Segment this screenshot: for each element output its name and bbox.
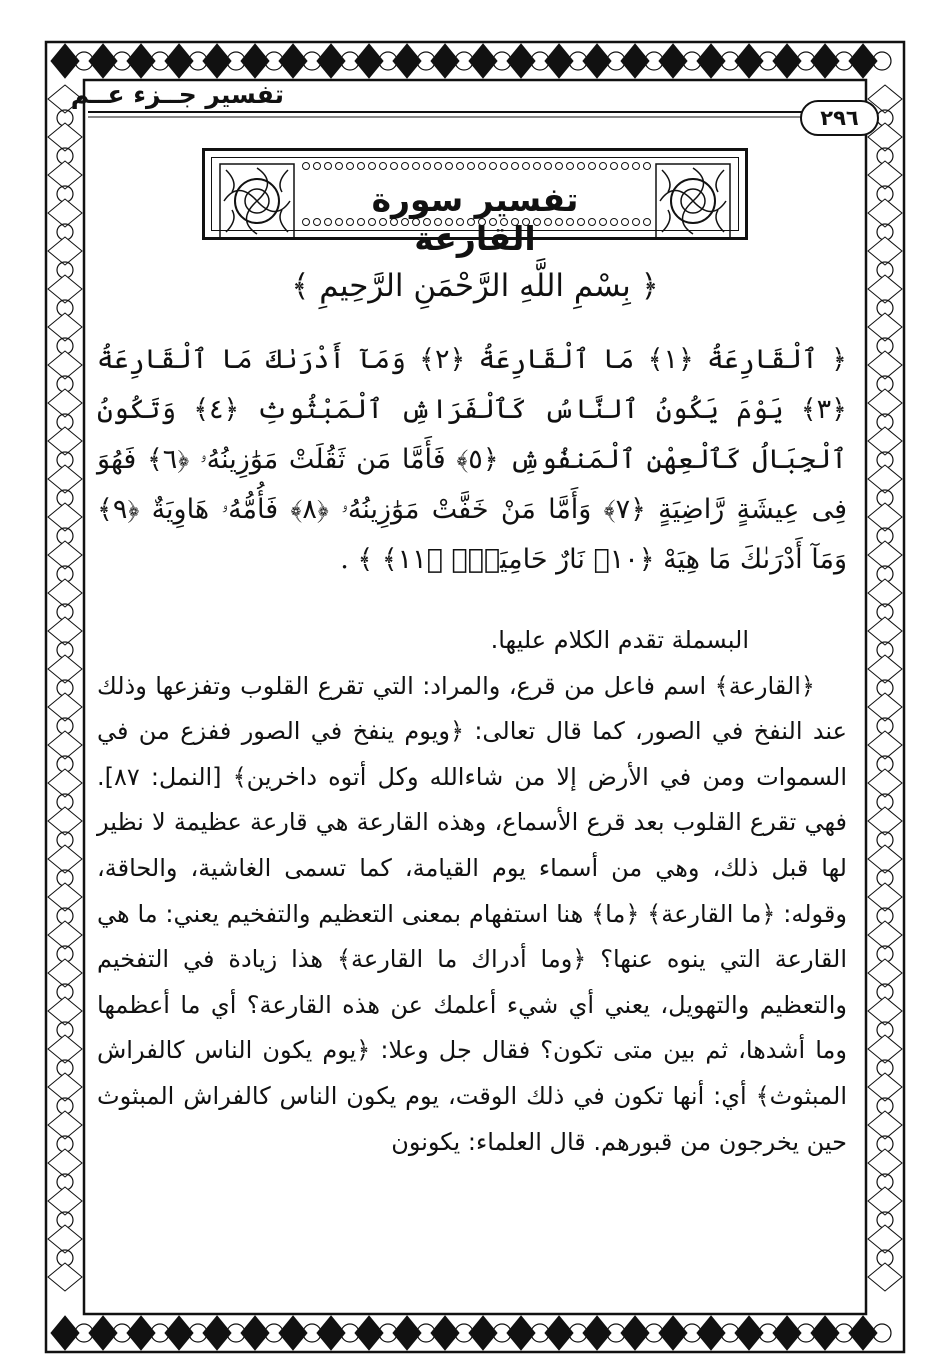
paragraph: ﴿القارعة﴾ اسم فاعل من قرع، والمراد: التي تقرع القلوب وتفزعها وذلك عند النفخ في الصور، كما قال تعالى: ﴿ويوم ينفخ في الصور ففزع من في السموات ومن في الأرض إلا من شاءالله وكل أتوه داخرين﴾ [النمل: ٨٧]. فهي تقرع القلوب بعد قرع الأسماع، وهذه القارعة هي قارعة عظيمة لا نظير لها قبل ذلك، وهي من أسماء يوم القيامة، كما تسمى الغاشية، والحاقة، وقوله: ﴿ما القارعة﴾ ﴿ما﴾ هنا استفهام بمعنى التعظيم والتفخيم يعني: ما هي القارعة التي ينوه عنها؟ ﴿وما أدراك ما القارعة﴾ هذا زيادة في التفخيم والتعظيم والتهويل، يعني أي شيء أعلمك عن هذه القارعة؟ أي ما أعظمها وما أشدها، ثم بين متى تكون؟ فقال جل وعلا: ﴿يوم يكون الناس كالفراش المبثوث﴾ أي: أنها تكون في ذلك الوقت، يوم يكون الناس كالفراش المبثوث حين يخرجون من قبورهم. قال العلماء: يكونون bbox=[97, 671, 847, 1156]
border-diamond bbox=[48, 731, 82, 759]
title-band-dot bbox=[600, 163, 607, 170]
border-diamond bbox=[48, 465, 82, 493]
border-diamond bbox=[868, 769, 902, 797]
commentary bbox=[97, 618, 847, 1165]
title-band-dot bbox=[424, 163, 431, 170]
title-band-dot bbox=[369, 163, 376, 170]
border-diamond bbox=[48, 693, 82, 721]
title-band-dot bbox=[523, 163, 530, 170]
border-diamond bbox=[48, 921, 82, 949]
title-band-dot bbox=[468, 163, 475, 170]
border-diamond bbox=[868, 1225, 902, 1253]
border-diamond bbox=[868, 199, 902, 227]
header-rule bbox=[88, 108, 808, 122]
title-band-dot bbox=[534, 163, 541, 170]
title-band-dot bbox=[413, 163, 420, 170]
border-diamond bbox=[48, 1187, 82, 1215]
title-band-dot bbox=[325, 163, 332, 170]
border-diamond bbox=[868, 313, 902, 341]
border-diamond bbox=[868, 959, 902, 987]
border-diamond bbox=[868, 921, 902, 949]
title-band-dot bbox=[512, 163, 519, 170]
border-diamond bbox=[48, 959, 82, 987]
border-diamond bbox=[868, 883, 902, 911]
border-diamond bbox=[48, 199, 82, 227]
border-diamond bbox=[868, 275, 902, 303]
title-band-dot bbox=[314, 163, 321, 170]
border-diamond bbox=[868, 1111, 902, 1139]
border-diamond bbox=[48, 275, 82, 303]
title-band-dot bbox=[380, 163, 387, 170]
border-diamond bbox=[868, 1187, 902, 1215]
border-diamond bbox=[868, 655, 902, 683]
border-diamond bbox=[868, 465, 902, 493]
title-band-dot bbox=[358, 163, 365, 170]
title-band-dot bbox=[391, 163, 398, 170]
border-diamond bbox=[48, 503, 82, 531]
title-band-dot bbox=[578, 163, 585, 170]
title-dot-band-top bbox=[300, 161, 652, 171]
title-band-dot bbox=[611, 163, 618, 170]
title-band-dot bbox=[622, 163, 629, 170]
border-diamond bbox=[48, 845, 82, 873]
border-diamond bbox=[48, 655, 82, 683]
border-diamond bbox=[868, 427, 902, 455]
title-band-dot bbox=[303, 163, 310, 170]
border-diamond bbox=[868, 807, 902, 835]
title-band-dot bbox=[556, 163, 563, 170]
border-diamond bbox=[868, 845, 902, 873]
border-diamond bbox=[48, 427, 82, 455]
border-diamond bbox=[48, 237, 82, 265]
title-band-dot bbox=[347, 163, 354, 170]
title-band-dot bbox=[644, 163, 651, 170]
title-band-dot bbox=[545, 163, 552, 170]
quran-verses: ﴿ ٱلْقَارِعَةُ ﴿١﴾ مَا ٱلْقَارِعَةُ ﴿٢﴾ وَمَآ أَدْرَىٰكَ مَا ٱلْقَارِعَةُ ﴿٣﴾ يَوْمَ يَكُونُ ٱلنَّاسُ كَٱلْفَرَاشِ ٱلْمَبْثُوثِ ﴿٤﴾ وَتَكُونُ ٱلْجِبَالُ كَٱلْعِهْنِ ٱلْمَنفُوشِ ﴿٥﴾ فَأَمَّا مَن ثَقُلَتْ مَوَٰزِينُهُۥ ﴿٦﴾ فَهُوَ فِى عِيشَةٍ رَّاضِيَةٍ ﴿٧﴾ وَأَمَّا مَنْ خَفَّتْ مَوَٰزِينُهُۥ ﴿٨﴾ فَأُمُّهُۥ هَاوِيَةٌ ﴿٩﴾ وَمَآ أَدْرَىٰكَ مَا هِيَهْ ﴿١٠﴾ نَارٌ حَامِيَةٌۢ ﴿١١﴾ ﴾ . bbox=[97, 344, 848, 575]
border-diamond bbox=[48, 883, 82, 911]
title-band-dot bbox=[402, 163, 409, 170]
border-diamond bbox=[48, 997, 82, 1025]
title-band-dot bbox=[435, 163, 442, 170]
border-diamond bbox=[868, 1263, 902, 1291]
border-diamond bbox=[48, 617, 82, 645]
page-number: ٢٩٦ bbox=[800, 100, 879, 136]
surah-title: تفسير سورة القارعة bbox=[371, 180, 579, 258]
border-diamond bbox=[868, 389, 902, 417]
border-diamond bbox=[48, 1035, 82, 1063]
border-diamond bbox=[48, 351, 82, 379]
title-band-dot bbox=[589, 163, 596, 170]
border-diamond bbox=[868, 731, 902, 759]
border-diamond bbox=[48, 1111, 82, 1139]
border-diamond bbox=[48, 807, 82, 835]
surah-title-inner-frame bbox=[211, 157, 739, 258]
border-diamond bbox=[868, 1149, 902, 1177]
basmala: ﴿ بِسْمِ اللَّهِ الرَّحْمَنِ الرَّحِيمِ ﴾ bbox=[291, 268, 659, 304]
title-band-dot bbox=[490, 163, 497, 170]
border-diamond bbox=[48, 1149, 82, 1177]
surah-title-frame bbox=[202, 148, 748, 258]
paragraph: البسملة تقدم الكلام عليها. bbox=[490, 626, 749, 654]
title-band-dot bbox=[567, 163, 574, 170]
border-diamond bbox=[48, 313, 82, 341]
border-diamond bbox=[48, 1263, 82, 1291]
border-diamond bbox=[48, 579, 82, 607]
border-diamond bbox=[48, 1225, 82, 1253]
border-diamond bbox=[868, 1073, 902, 1101]
title-band-dot bbox=[336, 163, 343, 170]
title-band-dot bbox=[446, 163, 453, 170]
border-diamond bbox=[868, 161, 902, 189]
border-diamond bbox=[868, 997, 902, 1025]
border-diamond bbox=[868, 503, 902, 531]
border-diamond bbox=[48, 769, 82, 797]
arabesque-ornament-icon bbox=[654, 162, 732, 240]
title-band-dot bbox=[644, 219, 651, 226]
title-band-dot bbox=[501, 163, 508, 170]
border-diamond bbox=[868, 579, 902, 607]
title-band-dot bbox=[457, 163, 464, 170]
border-diamond bbox=[48, 1073, 82, 1101]
border-diamond bbox=[868, 617, 902, 645]
border-diamond bbox=[48, 389, 82, 417]
title-band-dot bbox=[633, 163, 640, 170]
border-diamond bbox=[868, 1035, 902, 1063]
border-diamond bbox=[48, 161, 82, 189]
title-band-dot bbox=[479, 163, 486, 170]
border-diamond bbox=[868, 693, 902, 721]
border-diamond bbox=[48, 123, 82, 151]
border-diamond bbox=[868, 541, 902, 569]
border-diamond bbox=[868, 351, 902, 379]
book-title: تفسير جــزء عــم bbox=[70, 80, 284, 109]
arabesque-ornament-icon bbox=[218, 162, 296, 240]
border-diamond bbox=[48, 541, 82, 569]
border-diamond bbox=[868, 237, 902, 265]
